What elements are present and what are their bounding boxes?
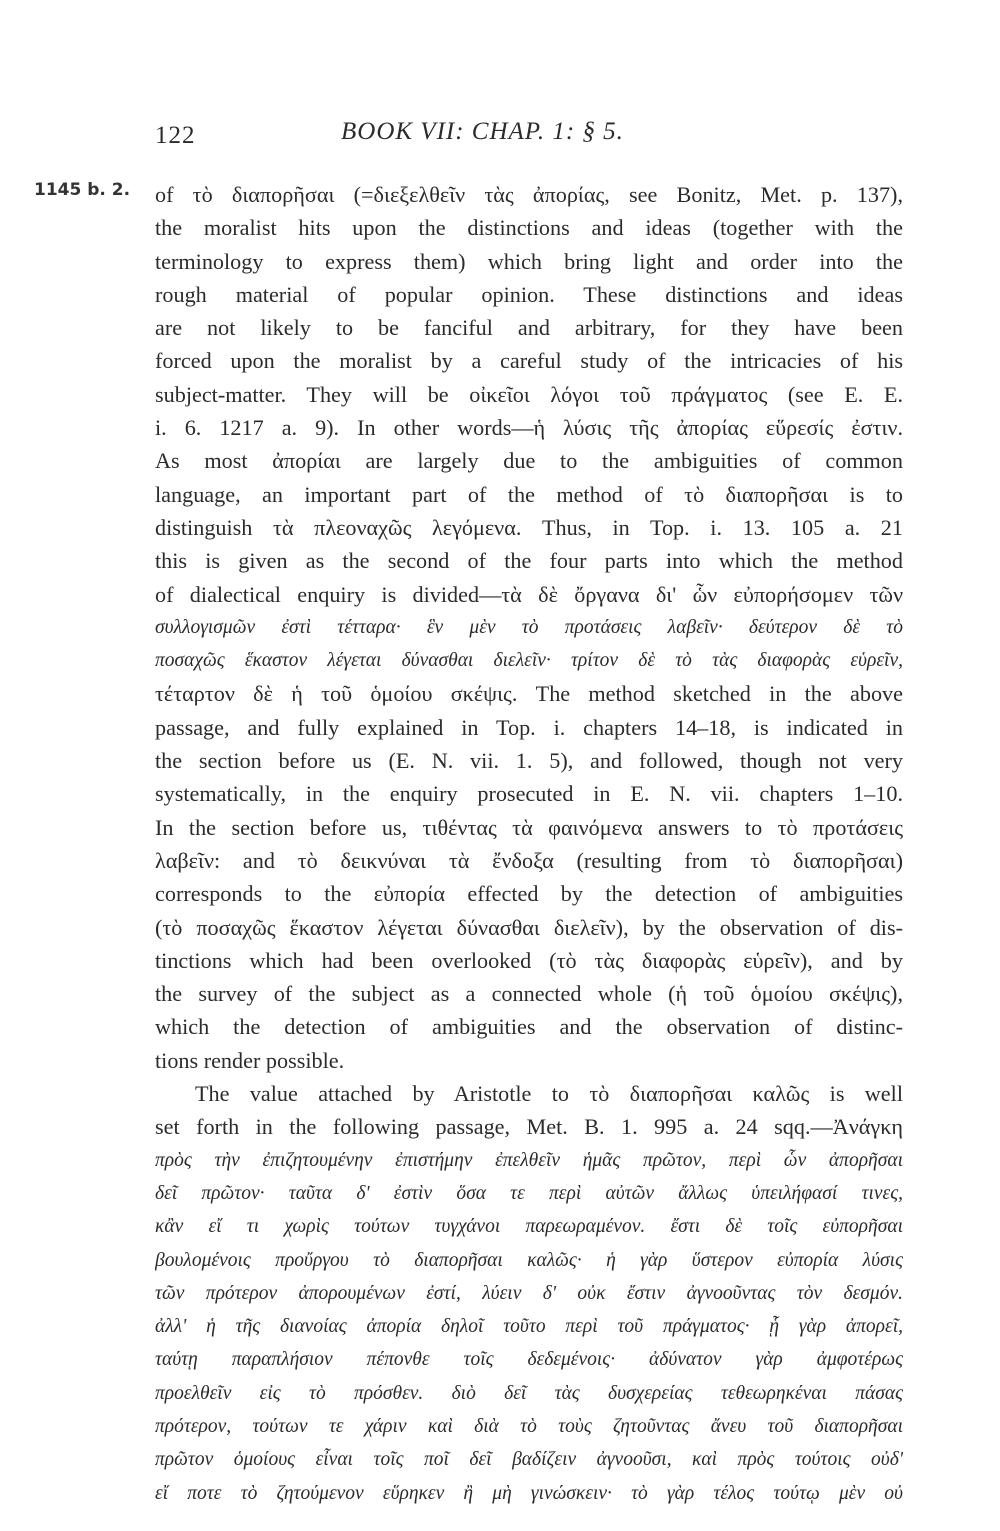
- text-line: προελθεῖν εἰς τὸ πρόσθεν. διὸ δεῖ τὰς δυσχερείας τεθεωρηκέναι πάσας: [155, 1382, 903, 1404]
- text-line: In the section before us, τιθέντας τὰ φαινόμενα answers to τὸ προτάσεις: [155, 814, 903, 840]
- text-line: βουλομένοις προὔργου τὸ διαπορῆσαι καλῶς· ἡ γὰρ ὕστερον εὐπορία λύσις: [155, 1249, 903, 1271]
- text-line: the section before us (E. N. vii. 1. 5), and followed, though not very: [155, 748, 903, 774]
- text-line: τέταρτον δὲ ἡ τοῦ ὁμοίου σκέψις. The method sketched in the above: [155, 681, 903, 707]
- text-line: set forth in the following passage, Met. B. 1. 995 a. 24 sqq.—Ἀνάγκη: [155, 1114, 903, 1140]
- running-head: [155, 118, 915, 152]
- text-line: πρότερον, τούτων τε χάριν καὶ διὰ τὸ τοὺς ζητοῦντας ἄνευ τοῦ διαπορῆσαι: [155, 1415, 903, 1437]
- text-line: πρὸς τὴν ἐπιζητουμένην ἐπιστήμην ἐπελθεῖν ἡμᾶς πρῶτον, περὶ ὧν ἀπορῆσαι: [155, 1149, 903, 1171]
- text-line: this is given as the second of the four parts into which the method: [155, 548, 903, 574]
- text-line: rough material of popular opinion. These distinctions and ideas: [155, 281, 903, 307]
- text-line: language, an important part of the method of τὸ διαπορῆσαι is to: [155, 481, 903, 507]
- text-line: distinguish τὰ πλεοναχῶς λεγόμενα. Thus, in Top. i. 13. 105 a. 21: [155, 514, 903, 540]
- text-line: are not likely to be fanciful and arbitrary, for they have been: [155, 315, 903, 341]
- text-line: of dialectical enquiry is divided—τὰ δὲ ὄργανα δι' ὧν εὐπορήσομεν τῶν: [155, 581, 903, 607]
- text-line: terminology to express them) which bring light and order into the: [155, 248, 903, 274]
- page-number: 122: [155, 122, 196, 149]
- text-line: πρῶτον ὁμοίους εἶναι τοῖς ποῖ δεῖ βαδίζειν ἀγνοοῦσι, καὶ πρὸς τούτοις οὐδ': [155, 1449, 903, 1471]
- text-line: λαβεῖν: and τὸ δεικνύναι τὰ ἔνδοξα (resulting from τὸ διαπορῆσαι): [155, 847, 903, 873]
- text-line: tions render possible.: [155, 1047, 345, 1073]
- text-line: which the detection of ambiguities and the observation of distinc-: [155, 1014, 903, 1040]
- text-line: κἂν εἴ τι χωρὶς τούτων τυγχάνοι παρεωραμένον. ἔστι δὲ τοῖς εὐπορῆσαι: [155, 1216, 903, 1238]
- text-line: systematically, in the enquiry prosecuted in E. N. vii. chapters 1–10.: [155, 781, 903, 807]
- text-line: ταύτῃ παραπλήσιον πέπονθε τοῖς δεδεμένοις· ἀδύνατον γὰρ ἀμφοτέρως: [155, 1349, 903, 1371]
- text-line: the survey of the subject as a connected whole (ἡ τοῦ ὁμοίου σκέψις),: [155, 981, 903, 1007]
- margin-reference: 1145 b. 2.: [34, 180, 131, 200]
- text-line: δεῖ πρῶτον· ταῦτα δ' ἐστὶν ὅσα τε περὶ αὐτῶν ἄλλως ὑπειλήφασί τινες,: [155, 1182, 903, 1204]
- text-line: ποσαχῶς ἕκαστον λέγεται δύνασθαι διελεῖν· τρίτον δὲ τὸ τὰς διαφορὰς εὑρεῖν,: [155, 650, 903, 672]
- text-line: i. 6. 1217 a. 9). In other words—ἡ λύσις τῆς ἀπορίας εὕρεσίς ἐστιν.: [155, 415, 903, 441]
- text-line: As most ἀπορίαι are largely due to the ambiguities of common: [155, 448, 903, 474]
- text-line: (τὸ ποσαχῶς ἕκαστον λέγεται δύνασθαι διελεῖν), by the observation of dis-: [155, 914, 903, 940]
- text-line: of τὸ διαπορῆσαι (=διεξελθεῖν τὰς ἀπορίας, see Bonitz, Met. p. 137),: [155, 182, 903, 207]
- text-line: τῶν πρότερον ἀπορουμένων ἐστί, λύειν δ' οὐκ ἔστιν ἀγνοοῦντας τὸν δεσμόν.: [155, 1282, 903, 1304]
- text-line: εἴ ποτε τὸ ζητούμενον εὕρηκεν ἢ μὴ γινώσκειν· τὸ γὰρ τέλος τούτῳ μὲν οὐ: [155, 1482, 903, 1504]
- text-line: subject-matter. They will be οἰκεῖοι λόγοι τοῦ πράγματος (see E. E.: [155, 381, 903, 407]
- text-line: the moralist hits upon the distinctions and ideas (together with the: [155, 215, 903, 241]
- text-line: forced upon the moralist by a careful study of the intricacies of his: [155, 348, 903, 374]
- commentary-text: [155, 178, 903, 1510]
- text-line: tinctions which had been overlooked (τὸ τὰς διαφορὰς εὑρεῖν), and by: [155, 947, 903, 973]
- text-line: corresponds to the εὐπορία effected by the detection of ambiguities: [155, 881, 903, 907]
- running-title: BOOK VII: CHAP. 1: § 5.: [341, 118, 624, 145]
- text-line: ἀλλ' ἡ τῆς διανοίας ἀπορία δηλοῖ τοῦτο περὶ τοῦ πράγματος· ᾗ γὰρ ἀπορεῖ,: [155, 1316, 903, 1338]
- text-line: passage, and fully explained in Top. i. chapters 14–18, is indicated in: [155, 714, 903, 740]
- text-line: συλλογισμῶν ἐστὶ τέτταρα· ἓν μὲν τὸ προτάσεις λαβεῖν· δεύτερον δὲ τὸ: [155, 616, 903, 638]
- text-line: The value attached by Aristotle to τὸ διαπορῆσαι καλῶς is well: [195, 1081, 903, 1107]
